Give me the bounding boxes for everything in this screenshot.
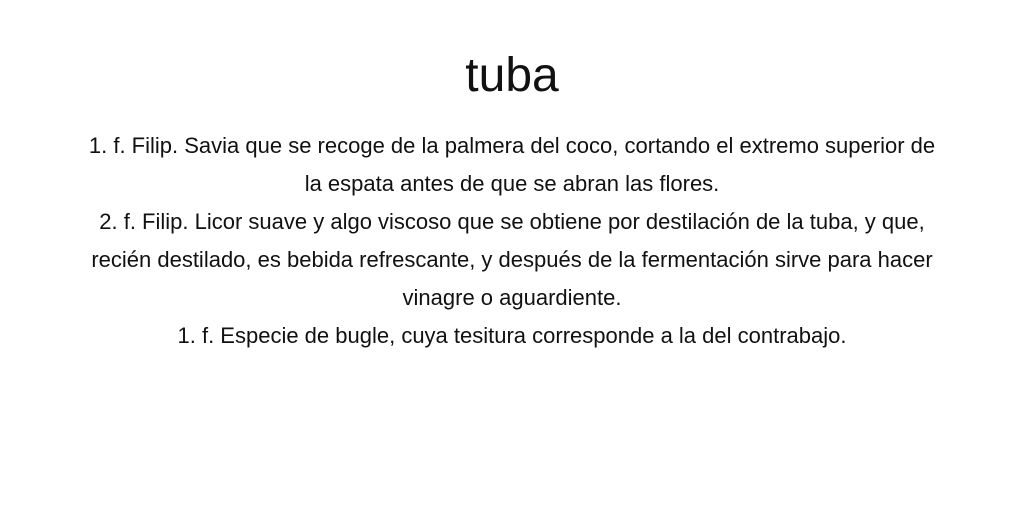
definition-item: 1. f. Especie de bugle, cuya tesitura corresponde a la del contrabajo. [177, 323, 847, 348]
definition-item: 1. f. Filip. Savia que se recoge de la palmera del coco, cortando el extremo superior de la espata antes de que se abran las flores. [88, 133, 936, 196]
definition-item: 2. f. Filip. Licor suave y algo viscoso que se obtiene por destilación de la tuba, y que, recién destilado, es bebida refrescante, y después de la fermentación sirve para hacer vinagre o aguardiente. [91, 209, 933, 310]
entry-headword: tuba [465, 49, 559, 102]
definition-list [80, 127, 944, 355]
